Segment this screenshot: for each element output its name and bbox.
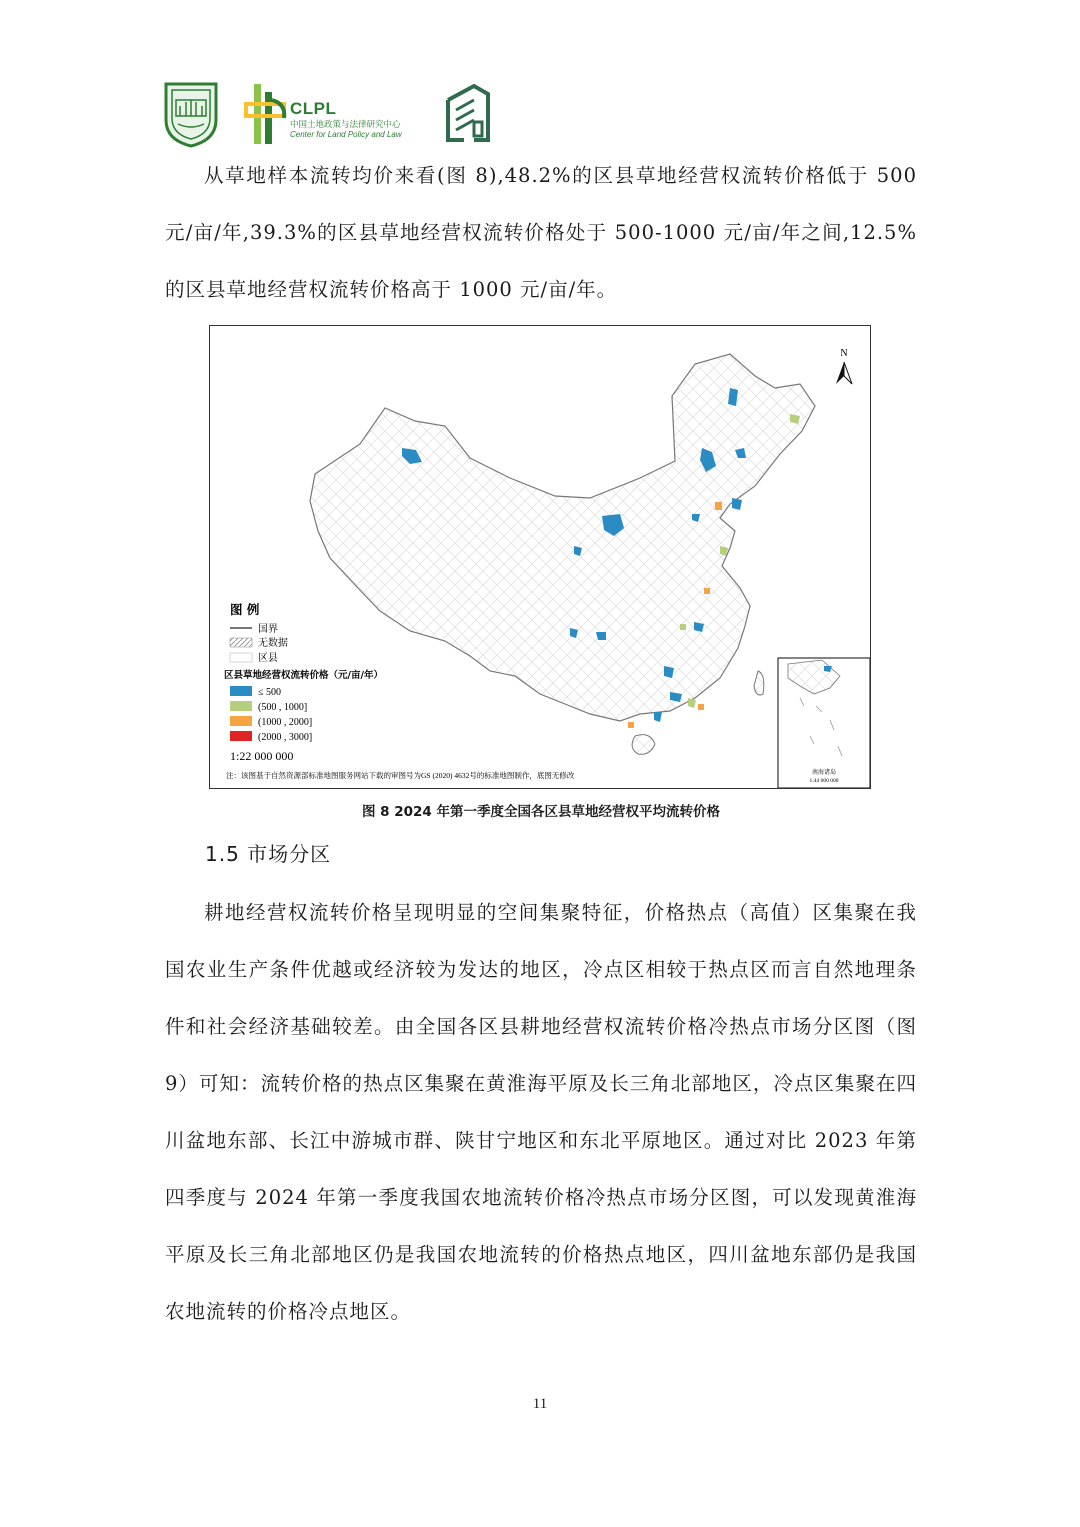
patch-orange-4 [628, 722, 634, 728]
patch-henan-green [680, 624, 686, 630]
figure-caption: 图 8 2024 年第一季度全国各区县草地经营权平均流转价格 [361, 804, 721, 820]
legend-border-label: 国界 [258, 624, 278, 635]
taiwan-island [754, 671, 764, 695]
legend-class-label: (2000 , 3000] [258, 732, 313, 743]
legend-class-swatch [230, 731, 252, 741]
legend-class-swatch [230, 686, 252, 696]
patch-liaoning [732, 498, 742, 510]
legend-nodata-label: 无数据 [258, 638, 288, 649]
north-arrow [836, 348, 852, 384]
clpl-english-name: Center for Land Policy and Law [290, 129, 402, 139]
figure-map [209, 325, 871, 789]
page-number: 11 [532, 1396, 548, 1412]
north-label: N [840, 348, 848, 359]
clpl-text-block [290, 100, 402, 139]
paragraph-2: 耕地经营权流转价格呈现明显的空间集聚特征，价格热点（高值）区集聚在我国农业生产条件优越或经济较为发达的地区，冷点区相较于热点区而言自然地理条件和社会经济基础较差。由全国各区县耕地经营权流转价格冷热点市场分区图（图 9）可知：流转价格的热点区集聚在黄淮海平原及长三角北部地区，冷点区集聚在四川盆地东部、长江中游城市群、陕甘宁地区和东北平原地区。通过对比 2023 年第四季度与 2024 年第一季度我国农地流转价格冷热点市场分区图，可以发现黄淮海平原及长三角北部地区仍是我国农地流转的价格热点地区，四川盆地东部仍是我国农地流转的价格冷点地区。 [165, 901, 917, 1323]
patch-guangdong-green [688, 698, 696, 708]
patch-orange-3 [698, 704, 704, 710]
legend-title: 图 例 [230, 602, 260, 617]
patch-orange-2 [704, 588, 710, 594]
university-seal-logo [162, 80, 220, 148]
section-heading: 1.5 市场分区 [205, 842, 332, 866]
legend-price-title: 区县草地经营权流转价格（元/亩/年） [224, 670, 383, 681]
legend-class-swatch [230, 716, 252, 726]
hainan-island [632, 735, 655, 755]
map-scale: 1:22 000 000 [230, 749, 294, 763]
country-outline [310, 354, 815, 721]
map-note: 注：该图基于自然资源部标准地图服务网站下载的审图号为GS (2020) 4632号的标准地图制作，底图无修改 [226, 771, 575, 780]
building-logo [444, 82, 492, 144]
clpl-chinese-name: 中国土地政策与法律研究中心 [290, 119, 401, 130]
inset-label: 南海诸岛 [811, 769, 837, 776]
clpl-title: CLPL [290, 99, 337, 118]
legend-county-label: 区县 [258, 653, 278, 664]
legend-class-label: ≤ 500 [258, 687, 281, 698]
paragraph-1: 从草地样本流转均价来看(图 8),48.2%的区县草地经营权流转价格低于 500 元/亩/年,39.3%的区县草地经营权流转价格处于 500-1000 元/亩/年之间,12.5%的区县草地经营权流转价格高于 1000 元/亩/年。 [165, 164, 917, 301]
china-map [210, 326, 870, 788]
legend-nodata-symbol [230, 638, 252, 647]
inset-scale: 1:44 000 000 [809, 778, 839, 784]
legend-class-label: (1000 , 2000] [258, 717, 313, 728]
clpl-mark-icon [244, 82, 288, 146]
legend-class-swatch [230, 701, 252, 711]
south-sea-inset [778, 658, 870, 788]
legend-class-label: (500 , 1000] [258, 702, 308, 713]
patch-yunnan [654, 712, 662, 722]
legend-county-symbol [230, 653, 252, 662]
patch-orange-1 [715, 502, 722, 510]
